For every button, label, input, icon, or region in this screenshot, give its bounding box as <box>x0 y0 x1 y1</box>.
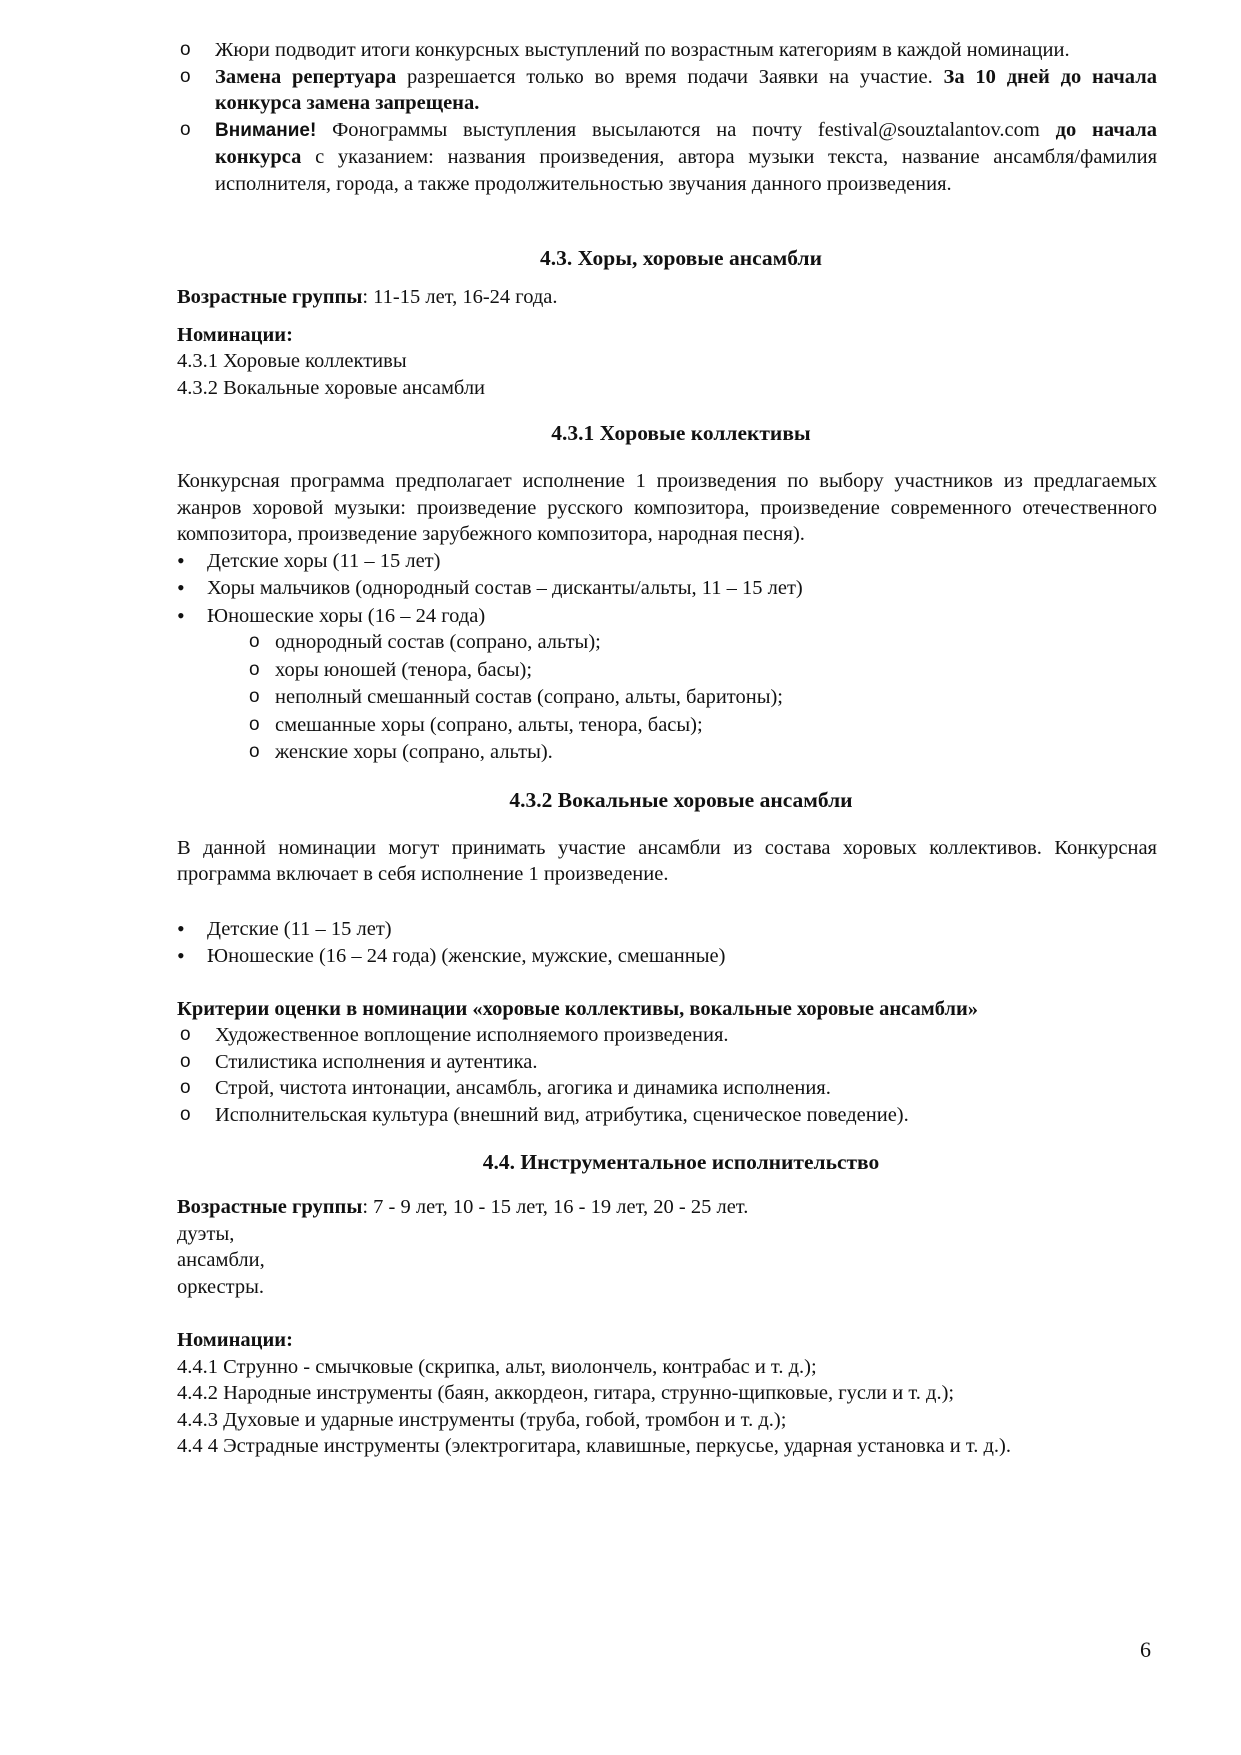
sublist-item: o смешанные хоры (сопрано, альты, тенора, басы); <box>249 712 1157 739</box>
list-item-text: Жюри подводит итоги конкурсных выступлений по возрастным категориям в каждой номинации. <box>215 39 1070 61</box>
section-paragraph: В данной номинации могут принимать участие ансамбли из состава хоровых коллективов. Конкурсная программа включает в себя исполнение 1 произведение. <box>177 836 1157 885</box>
age-groups-value: : 11-15 лет, 16-24 года. <box>362 286 558 308</box>
age-groups-label: Возрастные группы <box>177 286 363 308</box>
ensemble-types-list <box>177 916 1157 970</box>
format-item: дуэты, <box>177 1222 235 1245</box>
section-heading-4-4: 4.4. Инструментальное исполнительство <box>482 1150 880 1174</box>
criteria-list <box>177 1022 1157 1128</box>
nomination-item: 4.4.3 Духовые и ударные инструменты (труба, гобой, тромбон и т. д.); <box>177 1408 787 1431</box>
list-item: • Юношеские (16 – 24 года) (женские, мужские, смешанные) <box>177 943 1157 970</box>
list-item: • Детские хоры (11 – 15 лет) <box>177 548 1157 575</box>
nominations-label: Номинации: <box>177 323 293 346</box>
nomination-item: 4.4 4 Эстрадные инструменты (электрогитара, клавишные, перкусье, ударная установка и т. д.). <box>177 1435 1012 1457</box>
sublist-item: o однородный состав (сопрано, альты); <box>249 629 1157 656</box>
bold-text: Замена репертуара <box>215 65 397 88</box>
nominations-label: Номинации: <box>177 1329 293 1351</box>
age-groups-label: Возрастные группы <box>177 1196 363 1218</box>
list-item: • Детские (11 – 15 лет) <box>177 916 1157 943</box>
youth-choir-sublist <box>207 629 1157 766</box>
intro-list <box>177 37 1157 197</box>
section-paragraph: Конкурсная программа предполагает исполнение 1 произведения по выбору участников из предлагаемых жанров хоровой музыки: произведение русского композитора, произведение современного отечественного композитора, произведение зарубежного композитора, народная песня). <box>177 470 1157 545</box>
list-item <box>177 603 1157 766</box>
age-groups-value: : 7 - 9 лет, 10 - 15 лет, 16 - 19 лет, 20 - 25 лет. <box>362 1196 749 1218</box>
attention-label: Внимание! <box>215 119 317 141</box>
section-heading-4-3-2: 4.3.2 Вокальные хоровые ансамбли <box>509 787 853 812</box>
nominations-4-3 <box>177 322 1157 402</box>
criteria-title: Критерии оценки в номинации «хоровые коллективы, вокальные хоровые ансамбли» <box>177 997 979 1020</box>
section-heading-4-3: 4.3. Хоры, хоровые ансамбли <box>540 246 822 270</box>
sublist-item: o неполный смешанный состав (сопрано, альты, баритоны); <box>249 684 1157 711</box>
list-item-text: разрешается только во время подачи Заявки на участие. <box>396 65 944 88</box>
list-item <box>177 64 1157 117</box>
format-item: ансамбли, <box>177 1249 265 1271</box>
nomination-item: 4.4.2 Народные инструменты (баян, аккордеон, гитара, струнно-щипковые, гусли и т. д.); <box>177 1382 955 1404</box>
format-item: оркестры. <box>177 1275 265 1298</box>
list-item: • Хоры мальчиков (однородный состав – дисканты/альты, 11 – 15 лет) <box>177 575 1157 602</box>
sublist-item: o женские хоры (сопрано, альты). <box>249 739 1157 766</box>
bold-text: до начала конкурса <box>215 118 1157 168</box>
bold-text: За 10 дней до начала конкурса замена запрещена. <box>215 65 1157 114</box>
age-groups-4-3 <box>177 284 1157 311</box>
sublist-item: o хоры юношей (тенора, басы); <box>249 657 1157 684</box>
list-item <box>177 117 1157 198</box>
list-item: o Художественное воплощение исполняемого произведения. <box>177 1022 1157 1049</box>
age-groups-4-4 <box>177 1194 1157 1221</box>
list-item: o Исполнительская культура (внешний вид, атрибутика, сценическое поведение). <box>177 1102 1157 1129</box>
list-item-text: Фонограммы выступления высылаются на почту festival@souztalantov.com <box>316 118 1056 141</box>
list-item-text: Юношеские хоры (16 – 24 года) <box>207 604 486 627</box>
list-item: o Стилистика исполнения и аутентика. <box>177 1049 1157 1076</box>
nomination-item: 4.4.1 Струнно - смычковые (скрипка, альт, виолончель, контрабас и т. д.); <box>177 1355 817 1378</box>
list-item <box>177 37 1157 64</box>
page-number: 6 <box>1140 1637 1151 1662</box>
list-item: o Строй, чистота интонации, ансамбль, агогика и динамика исполнения. <box>177 1075 1157 1102</box>
nomination-item: 4.3.1 Хоровые коллективы <box>177 350 407 372</box>
nomination-item: 4.3.2 Вокальные хоровые ансамбли <box>177 376 486 399</box>
list-item-text: с указанием: названия произведения, автора музыки текста, название ансамбля/фамилия исполнителя, города, а также продолжительностью звучания данного произведения. <box>215 146 1157 195</box>
choir-types-list <box>177 548 1157 766</box>
section-heading-4-3-1: 4.3.1 Хоровые коллективы <box>551 421 811 445</box>
nominations-4-4 <box>177 1327 1157 1460</box>
